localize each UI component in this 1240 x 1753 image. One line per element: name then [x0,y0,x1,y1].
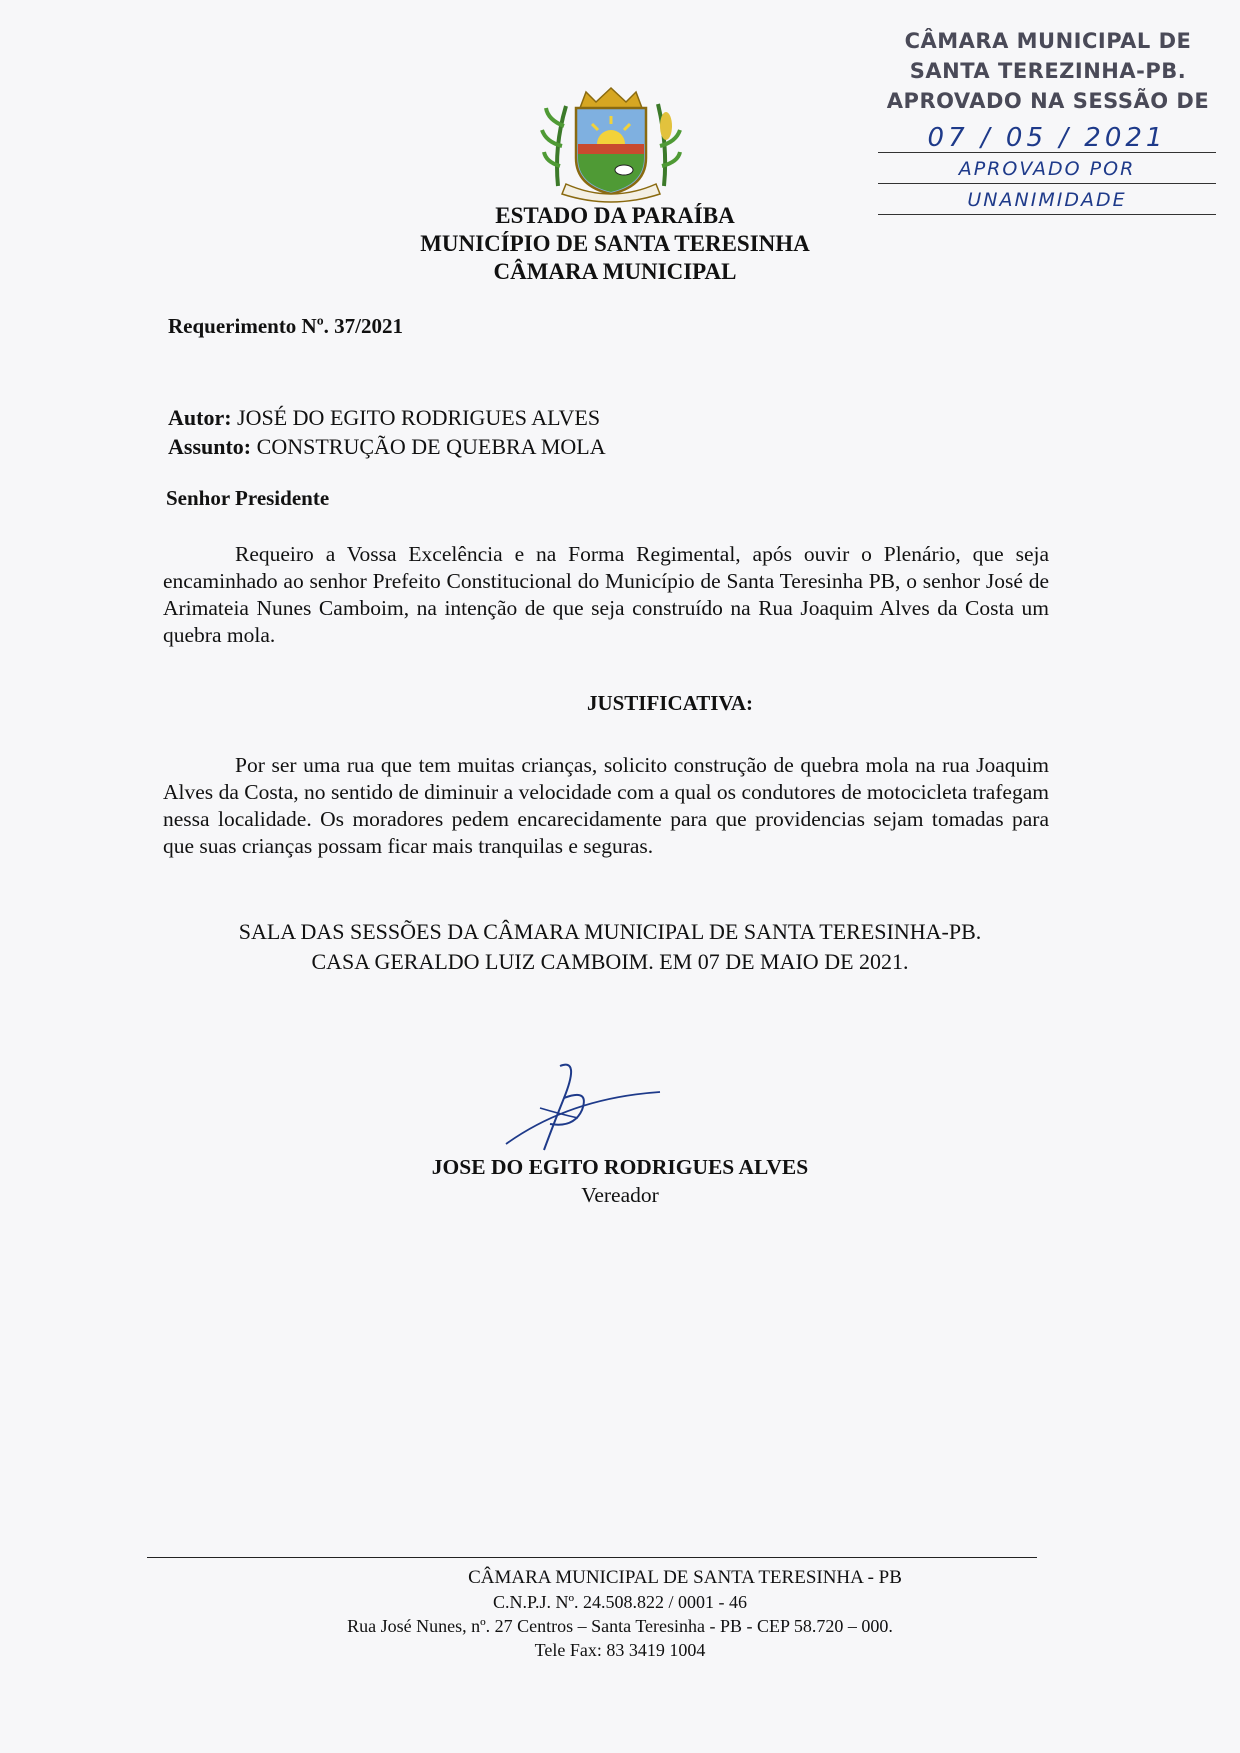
request-paragraph-text: Requeiro a Vossa Excelência e na Forma Regimental, após ouvir o Plenário, que seja encaminhado ao senhor Prefeito Constitucional do Município de Santa Teresinha PB, o senhor José de Arimateia Nunes Camboim, na intenção de que seja construído na Rua Joaquim Alves da Costa um quebra mola. [163,542,1049,647]
municipal-crest-icon [536,86,686,206]
signer-block [300,1153,940,1209]
state-title: ESTADO DA PARAÍBA [495,203,735,228]
subject-label: Assunto: [168,434,252,459]
closing-line-2: CASA GERALDO LUIZ CAMBOIM. EM 07 DE MAIO DE 2021. [311,949,909,974]
requirement-number: Requerimento Nº. 37/2021 [168,314,403,338]
footer-phone: Tele Fax: 83 3419 1004 [534,1640,706,1660]
request-paragraph [163,541,1049,649]
stamp-line-approved: APROVADO NA SESSÃO DE [886,89,1210,113]
justification-paragraph-text: Por ser uma rua que tem muitas crianças, solicito construção de quebra mola na rua Joaquim Alves da Costa, no sentido de diminuir a velocidade com a qual os condutores de motocicleta trafegam nessa localidade. Os moradores pedem encarecidamente para que providencias sejam tomadas para que suas crianças possam ficar mais tranquilas e seguras. [163,753,1049,858]
author-value: JOSÉ DO EGITO RODRIGUES ALVES [231,405,601,430]
signer-role: Vereador [581,1183,659,1207]
document-header [330,202,900,286]
stamp-note-approved-by: APROVADO POR [878,153,1216,184]
document-meta [168,403,606,461]
footer [200,1566,1040,1662]
subject-value: CONSTRUÇÃO DE QUEBRA MOLA [251,434,606,459]
stamp-line-city: SANTA TEREZINHA-PB. [909,59,1187,83]
stamp-line-chamber: CÂMARA MUNICIPAL DE [904,29,1192,53]
municipality-title: MUNICÍPIO DE SANTA TERESINHA [420,231,810,256]
footer-divider [147,1557,1037,1558]
signer-name: JOSE DO EGITO RODRIGUES ALVES [431,1155,809,1179]
author-label: Autor: [168,405,232,430]
footer-chamber: CÂMARA MUNICIPAL DE SANTA TERESINHA - PB [468,1567,902,1588]
approval-stamp [868,26,1228,215]
footer-cnpj: C.N.P.J. Nº. 24.508.822 / 0001 - 46 [492,1592,748,1612]
signature-icon [500,1058,670,1158]
stamp-session-date: 07 / 05 / 2021 [878,122,1216,153]
author-line [168,403,606,432]
justification-title: JUSTIFICATIVA: [586,691,754,715]
stamp-note-unanimity: UNANIMIDADE [878,184,1216,215]
justification-paragraph [163,752,1049,860]
subject-line [168,432,606,461]
closing-block [160,917,1060,977]
closing-line-1: SALA DAS SESSÕES DA CÂMARA MUNICIPAL DE SANTA TERESINHA-PB. [238,919,982,944]
footer-address: Rua José Nunes, nº. 27 Centros – Santa Teresinha - PB - CEP 58.720 – 000. [347,1616,893,1636]
salutation: Senhor Presidente [166,486,330,510]
chamber-title: CÂMARA MUNICIPAL [493,259,737,284]
